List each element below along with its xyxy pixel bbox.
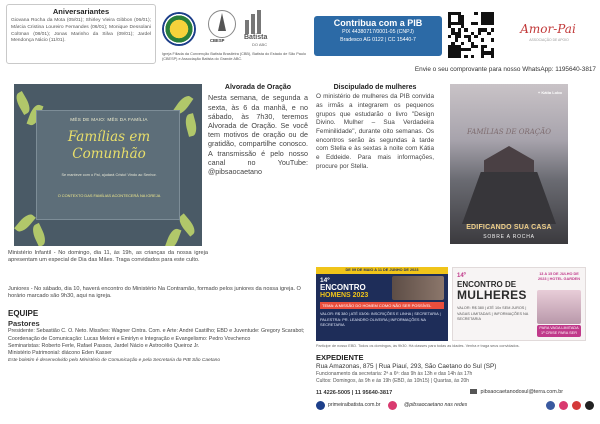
leaf-decoration bbox=[183, 113, 198, 137]
leaf-decoration bbox=[30, 223, 48, 246]
contribution-bank: Bradesco AG 0122 | CC 15440-7 bbox=[340, 36, 416, 43]
men-banner-encontro: ENCONTRO bbox=[320, 283, 366, 292]
tiktok-icon[interactable] bbox=[585, 401, 594, 410]
alvorada-section bbox=[208, 84, 308, 176]
youtube-icon[interactable] bbox=[572, 401, 581, 410]
whatsapp-note: Envie o seu comprovante para nosso WhatsApp: 1195640-3817 bbox=[414, 66, 596, 73]
anniversaries-text: Giovana Rocha da Mota (05/01); Shirley Vieira Gibbon (06/01); Márcia Cristina Loureiro Fernandes (06/01); Monique Dessolani Coltman (08/01); Jonas Marinho da Silva (09/01); Jardel Mendonça Nácio (11/01). bbox=[11, 18, 151, 44]
poster-card bbox=[36, 110, 180, 220]
team-line-pastors: Presidente: Sebastião C. O. Neto. Missões: Wagner Cintra. Com. e Arte: André Castilho; EBD e Juventude: Gregory Scarabot; Coordenação de Comunicação: Lucas Meloni e Emirlyn e Integração e Evangelismo: Pedro Vovchenco bbox=[8, 328, 305, 342]
website-link[interactable]: primeiraibatista.com.br bbox=[328, 402, 381, 408]
alvorada-title: Alvorada de Oração bbox=[224, 84, 292, 91]
team-section bbox=[8, 310, 308, 365]
team-line-patrimonial: Ministério Patrimonial: diácono Eden Kasser bbox=[8, 350, 112, 357]
qr-code[interactable] bbox=[448, 12, 494, 58]
expediente-title: EXPEDIENTE bbox=[316, 353, 364, 362]
alvorada-text: Nesta semana, de segunda a sexta, às 6 da manhã, e no sábado, às 7h30, teremos Alvorada de Oração. Se você tem motivos de oração ou de gratidão, compartilhe conosco. A transmissão é pelo nosso canal no YouTube: @pibsaocaetano bbox=[208, 93, 308, 177]
leaf-decoration bbox=[165, 227, 182, 246]
women-banner-encontro: ENCONTRO DE bbox=[457, 280, 517, 289]
batista-abc-logo bbox=[245, 10, 265, 34]
discipulado-text: O ministério de mulheres da PIB convida as irmãs a integrarem os pequenos grupos que estudarão o livro "Design Divino. Mulher – Sua Verdadeira Feminilidade", durante oito semanas. Os encontros serão às segundas à tarde com Stella e às sextas à noite com Kátia e Eddeide. Para mais informações, procure por Stella. bbox=[316, 93, 434, 170]
brazil-flag-logo bbox=[162, 12, 196, 46]
cbesp-logo bbox=[208, 10, 236, 38]
team-line-credits: Este boletim é desenvolvido pelo Ministério de Comunicação e pela Secretaria da PIB São Caetano bbox=[8, 357, 220, 363]
women-encounter-banner bbox=[452, 267, 586, 341]
team-title: EQUIPE bbox=[8, 309, 39, 318]
ebd-note: Participe de nosso EBD. Todos os domingos, às 9h30. Há classes para todas as idades. Venha e traga seus convidados. bbox=[316, 344, 520, 348]
email-line bbox=[470, 389, 600, 396]
men-encounter-banner bbox=[316, 267, 448, 341]
women-banner-info: VALOR: R$ 380 | ATÉ 10x SEM JUROS | VAGAS LIMITADAS | INFORMAÇÕES NA SECRETARIA bbox=[457, 306, 529, 321]
pastors-subtitle: Pastores bbox=[8, 318, 40, 328]
phone-numbers: 11 4226-5005 | 11 95640-3817 bbox=[316, 390, 393, 396]
book-title: EDIFICANDO SUA CASA bbox=[466, 224, 552, 231]
men-banner-theme: TEMA: A MISSÃO DO HOMEM COMO NÃO SER POSSÍVEL bbox=[320, 302, 444, 309]
team-line-seminarists: Seminaristas: Roberto Ferle, Rafael Passos, Jardel Nácio e Astrocélio Queiroz Jr. bbox=[8, 342, 200, 349]
email-text[interactable]: pibsaocaetanodosul@terra.com.br bbox=[480, 389, 563, 395]
batista-logo-subtext: DO ABC bbox=[252, 42, 268, 47]
women-banner-price: PARA VAGA LIMITADA 1º CRISE PARA SER bbox=[537, 325, 581, 337]
affiliation-logos bbox=[160, 4, 310, 74]
facebook-icon[interactable] bbox=[546, 401, 555, 410]
instagram-icon bbox=[388, 401, 397, 410]
poster-subtitle: Se manteve com o Pai, ajudará Cristo! Vindo ao Senhor. bbox=[61, 173, 157, 177]
men-banner-date-strip: DE 09 DE MAIO A 11 DE JUNHO DE 2023 bbox=[316, 267, 448, 274]
affiliation-caption: Igreja Filiada da Convenção Batista Brasileira (CBB), Batista do Estado de São Paulo (CBESP) e Associação Batista do Grande ABC. bbox=[162, 52, 306, 61]
anniversaries-box bbox=[6, 4, 156, 64]
poster-title: Famílias em Comunhão bbox=[67, 129, 151, 162]
rock-illustration bbox=[462, 172, 556, 224]
family-month-poster bbox=[14, 84, 202, 246]
anniversaries-title: Aniversariantes bbox=[52, 7, 110, 16]
ministerio-infantil-text: Ministério Infantil - No domingo, dia 11, às 19h, as crianças da nossa igreja apresentam um especial de Dia das Mães. Traga convidados para este culto. bbox=[8, 250, 208, 264]
contribution-title: Contribua com a PIB bbox=[333, 18, 423, 28]
poster-top-text: MÊS DE MAIO: MÊS DA FAMÍLIA bbox=[70, 117, 148, 122]
men-banner-info: VALOR: R$ 380 | ATÉ 03/06: INSCRIÇÕES E LINHA | SECRETARIA | PALESTRA: PR. LEANDRO OLIVEIRA | INFORMAÇÕES NA SECRETARIA bbox=[320, 311, 441, 328]
office-hours: Funcionamento da secretaria: 2ª a 6ª: das 9h às 13h e das 14h às 17h bbox=[316, 371, 473, 378]
expediente-section bbox=[316, 353, 592, 385]
women-banner-photo bbox=[537, 290, 581, 324]
cbesp-logo-text: CBESP bbox=[210, 38, 225, 43]
juniores-text: Juniores - No sábado, dia 10, haverá encontro do Ministério Na Contramão, formado pelos juniores da nossa igreja. O horário marcado são 9h30, aqui na igreja. bbox=[8, 286, 301, 300]
book-title-line2: SOBRE A ROCHA bbox=[483, 234, 535, 240]
amor-pai-subtitle: ASSOCIAÇÃO DE APOIO bbox=[529, 38, 569, 42]
batista-logo-text: Batista bbox=[244, 34, 268, 41]
web-icon bbox=[316, 401, 325, 410]
contribution-pix: PIX 44380717/0001-05 (CNPJ) bbox=[342, 29, 414, 36]
men-banner-homens: HOMENS 2023 bbox=[320, 292, 369, 299]
discipulado-title: Discipulado de mulheres bbox=[333, 84, 417, 91]
social-links bbox=[316, 401, 592, 413]
men-banner-ordinal: 14º bbox=[320, 277, 330, 284]
women-banner-ordinal: 14º bbox=[457, 273, 466, 279]
poster-bottom-text: O CONTEXTO DAS FAMÍLIAS ACONTECERÁ NA IGREJA bbox=[57, 193, 161, 198]
men-banner-photo bbox=[392, 276, 444, 300]
women-banner-dates: 13 A 15 DE JULHO DE 2023 | HOTEL GARDEN bbox=[538, 272, 580, 281]
discipulado-section bbox=[316, 84, 434, 171]
social-handle[interactable]: @pibsaocaetano nas redes bbox=[404, 402, 468, 408]
address: Rua Amazonas, 875 | Rua Piauí, 293, São Caetano do Sul (SP) bbox=[316, 363, 497, 371]
email-icon bbox=[470, 389, 477, 394]
women-banner-mulheres: MULHERES bbox=[457, 288, 527, 302]
instagram-icon-2[interactable] bbox=[559, 401, 568, 410]
contribution-box bbox=[314, 16, 442, 56]
book-author-tag: + Kátia Lobo bbox=[537, 90, 562, 95]
cult-times: Cultos: Domingos, às 9h e às 19h (EBD, às 10h15) | Quartas, às 20h bbox=[316, 378, 470, 385]
book-cover bbox=[450, 84, 568, 244]
book-subtitle: FAMÍLIAS DE ORAÇÃO bbox=[467, 128, 551, 136]
amor-pai-logo: Amor-Pai bbox=[520, 22, 576, 36]
